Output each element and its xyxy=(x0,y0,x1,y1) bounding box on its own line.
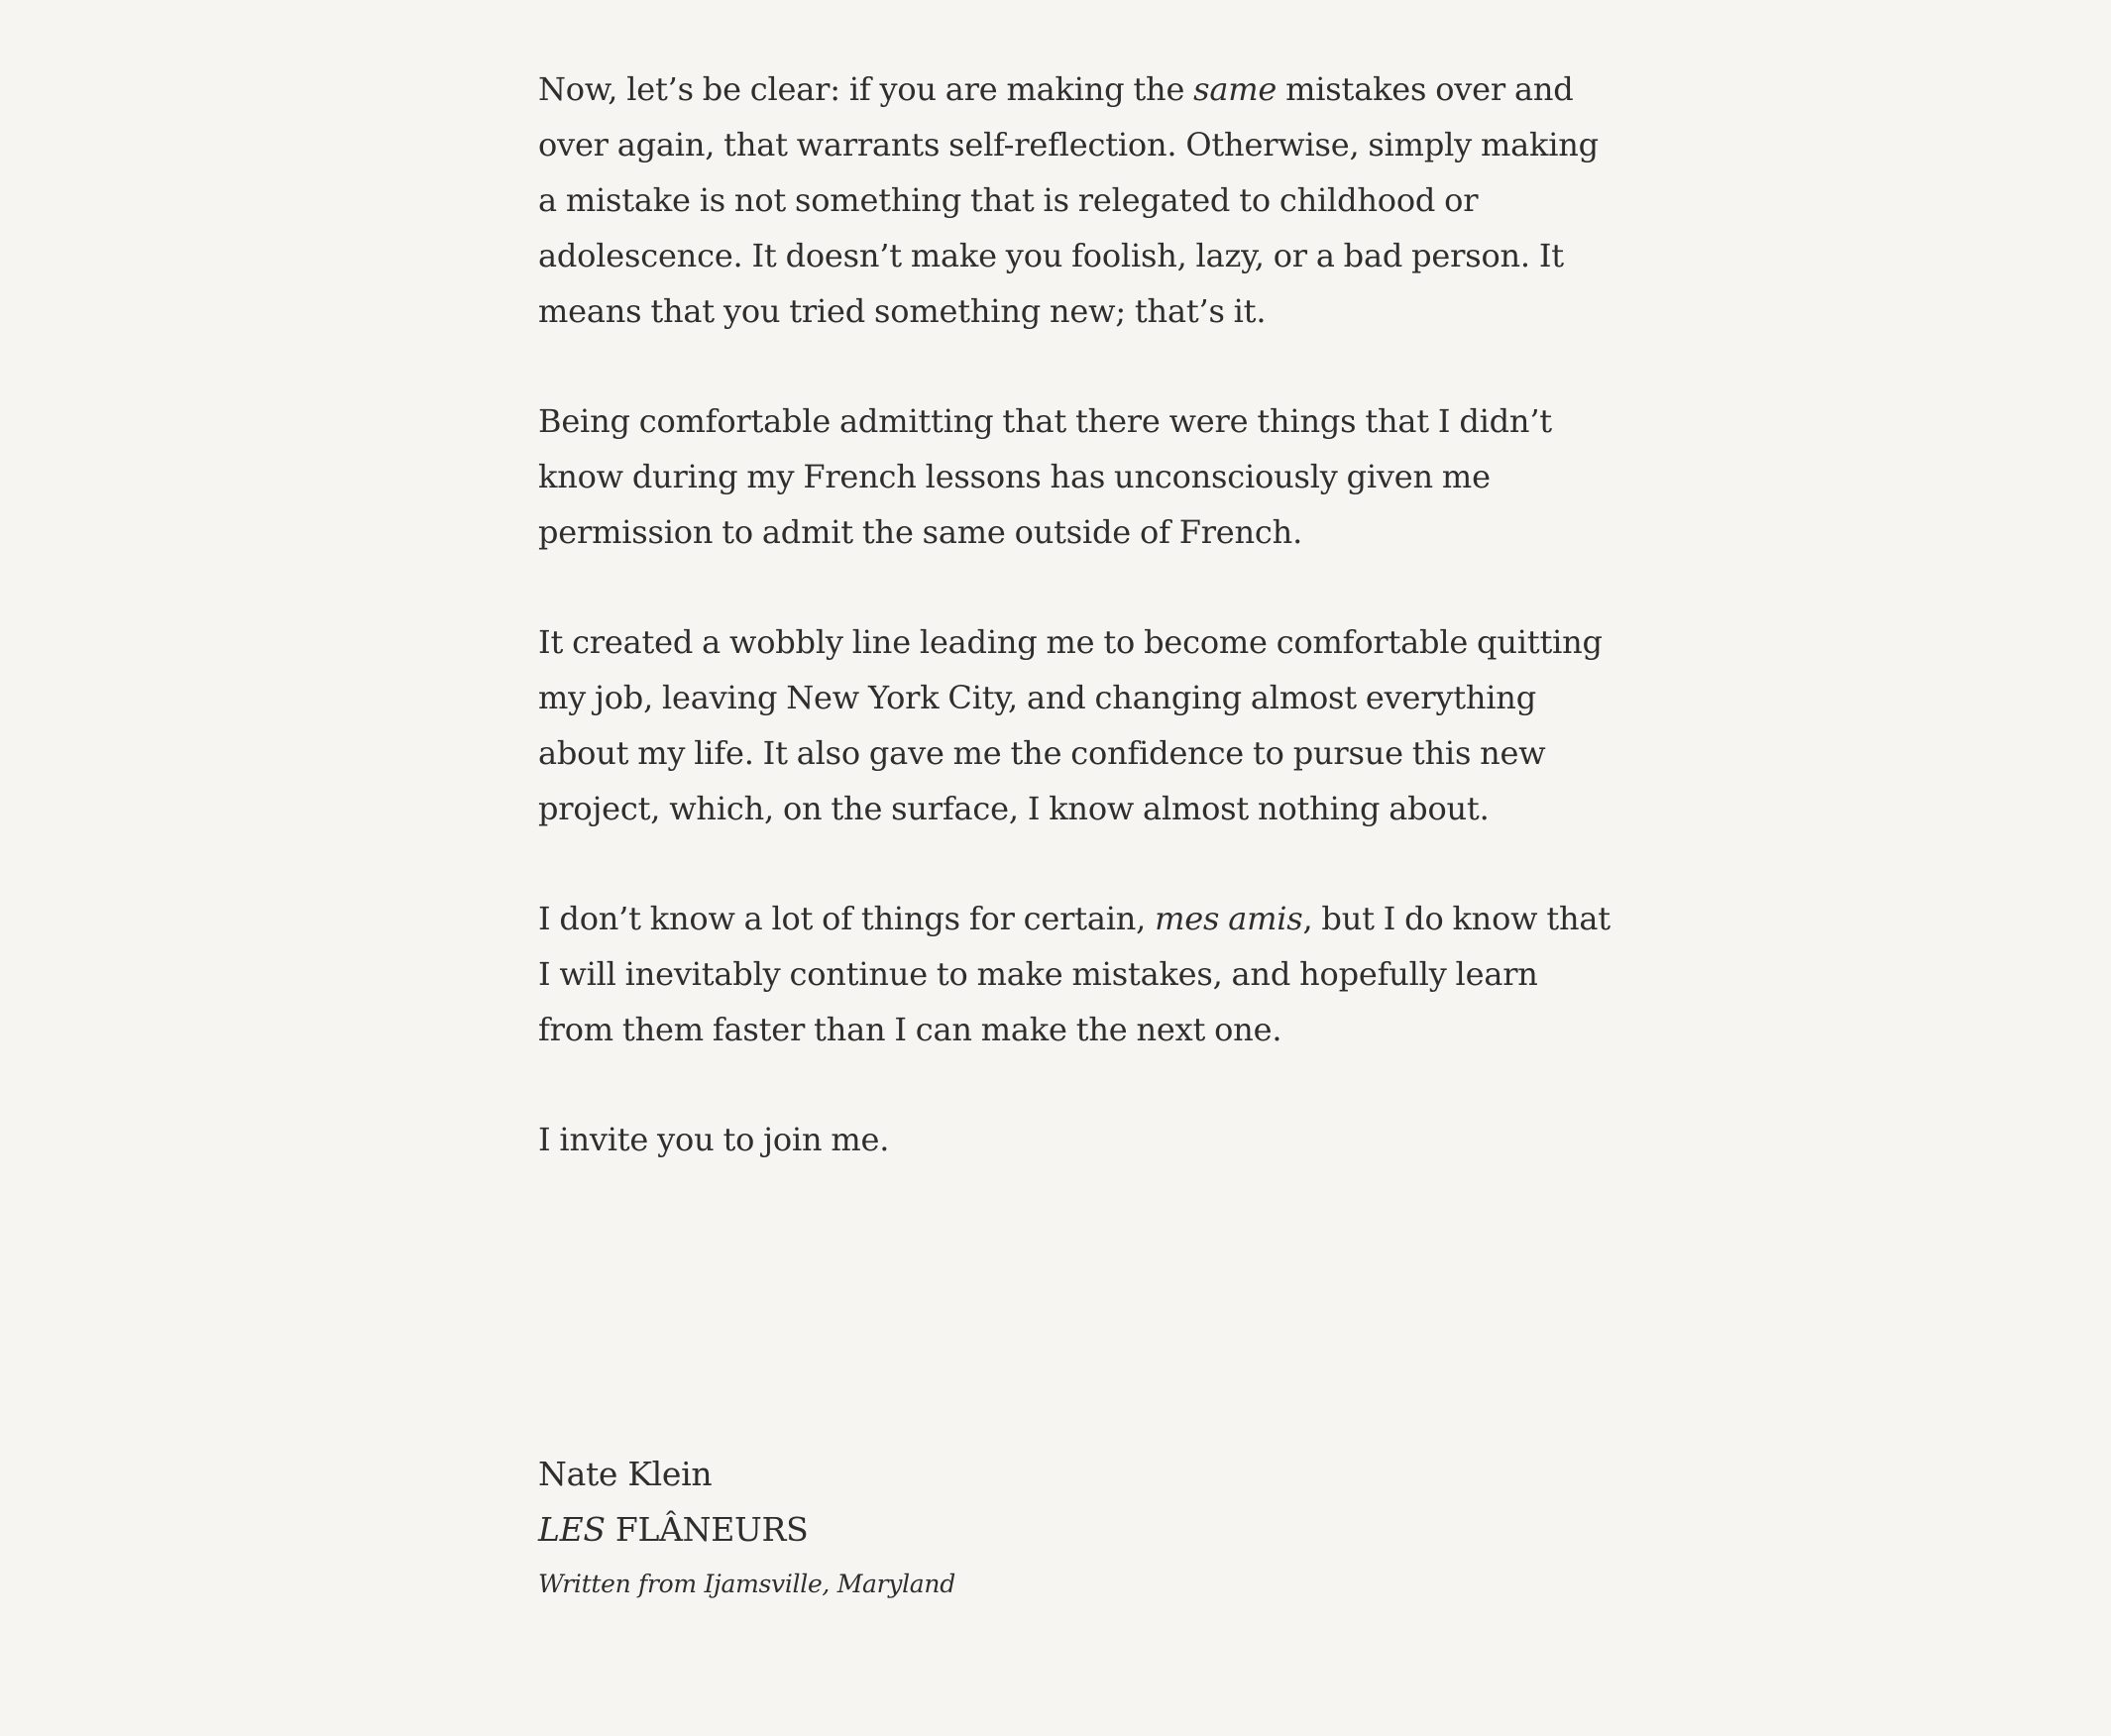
paragraph-text: I invite you to join me. xyxy=(538,1121,890,1158)
paragraph-admitting xyxy=(538,393,1618,560)
paragraph-text: Now, let’s be clear: if you are making the xyxy=(538,70,1194,108)
paragraph-invite xyxy=(538,1112,1618,1167)
author-name: Nate Klein xyxy=(538,1455,713,1493)
emphasis-text: same xyxy=(1193,70,1278,108)
paragraph-mistakes xyxy=(538,61,1618,339)
paragraph-wobbly-line xyxy=(538,614,1618,836)
publication-name-italic: LES xyxy=(538,1510,606,1549)
paragraph-text: Being comfortable admitting that there were things that I didn’t know during my French lessons has unconsciously given me permission to admit the same outside of French. xyxy=(538,402,1552,551)
paragraph-mes-amis xyxy=(538,891,1618,1057)
publication-name-rest: FLÂNEURS xyxy=(605,1510,809,1549)
paragraph-text: , but I do know that I will inevitably continue to make mistakes, and hopefully learn from them faster than I can make the next one. xyxy=(538,900,1611,1048)
publication-name xyxy=(538,1502,1529,1558)
signature-block xyxy=(538,1447,1529,1609)
article-body xyxy=(538,61,1618,1222)
paragraph-text: It created a wobbly line leading me to become comfortable quitting my job, leaving New York City, and changing almost everything about my life. It also gave me the confidence to pursue this new project, which, on the surface, I know almost nothing about. xyxy=(538,623,1603,827)
emphasis-text: mes amis xyxy=(1155,900,1303,937)
paragraph-text: mistakes over and over again, that warrants self-reflection. Otherwise, simply making a mistake is not something that is relegated to childhood or adolescence. It doesn’t make you foolish, lazy, or a bad person. It means that you tried something new; that’s it. xyxy=(538,70,1599,330)
paragraph-text: I don’t know a lot of things for certain, xyxy=(538,900,1156,937)
written-from-location: Written from Ijamsville, Maryland xyxy=(538,1570,955,1598)
